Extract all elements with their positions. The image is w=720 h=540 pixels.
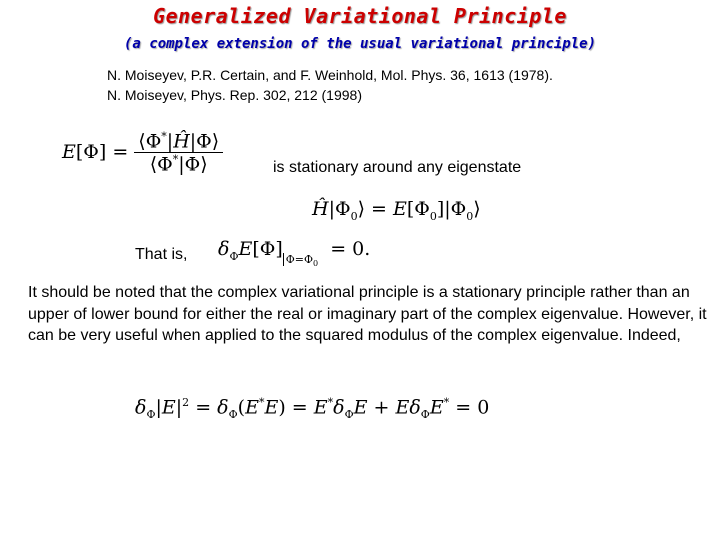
squared-modulus-equation: $\delta_\Phi|E|^2 = \delta_\Phi(E^*E) = E^*\delta_\Phi E + E\delta_\Phi E^* = 0$ xyxy=(135,396,490,422)
that-is-label: That is, xyxy=(135,246,188,263)
slide-subtitle: (a complex extension of the usual variational principle) xyxy=(123,36,596,52)
reference-2: N. Moiseyev, Phys. Rep. 302, 212 (1998) xyxy=(107,87,362,103)
eigenvalue-equation: $Ĥ|\Phi_0⟩$ = $E[\Phi_0]|\Phi_0⟩$ xyxy=(312,198,481,223)
stationary-note: is stationary around any eigenstate xyxy=(273,159,522,176)
slide-title: Generalized Variational Principle xyxy=(153,4,567,28)
explanation-paragraph: It should be noted that the complex variational principle is a stationary principle rather than an upper of lower bound for either the real or imaginary part of the complex eigenvalue. However, it can be very useful when applied to the squared modulus of the complex eigenvalue. Indeed, xyxy=(28,284,707,344)
variation-equation: $\delta_\Phi E[\Phi] _{\Phi=\Phi_0} = 0$. xyxy=(218,238,371,269)
reference-1: N. Moiseyev, P.R. Certain, and F. Weinhold, Mol. Phys. 36, 1613 (1978). xyxy=(107,67,553,83)
energy-functional-equation: E[Φ] = $\frac{⟨\Phi^*|Ĥ|\Phi⟩}{⟨\Phi^*|\Phi⟩}$ xyxy=(62,130,223,176)
